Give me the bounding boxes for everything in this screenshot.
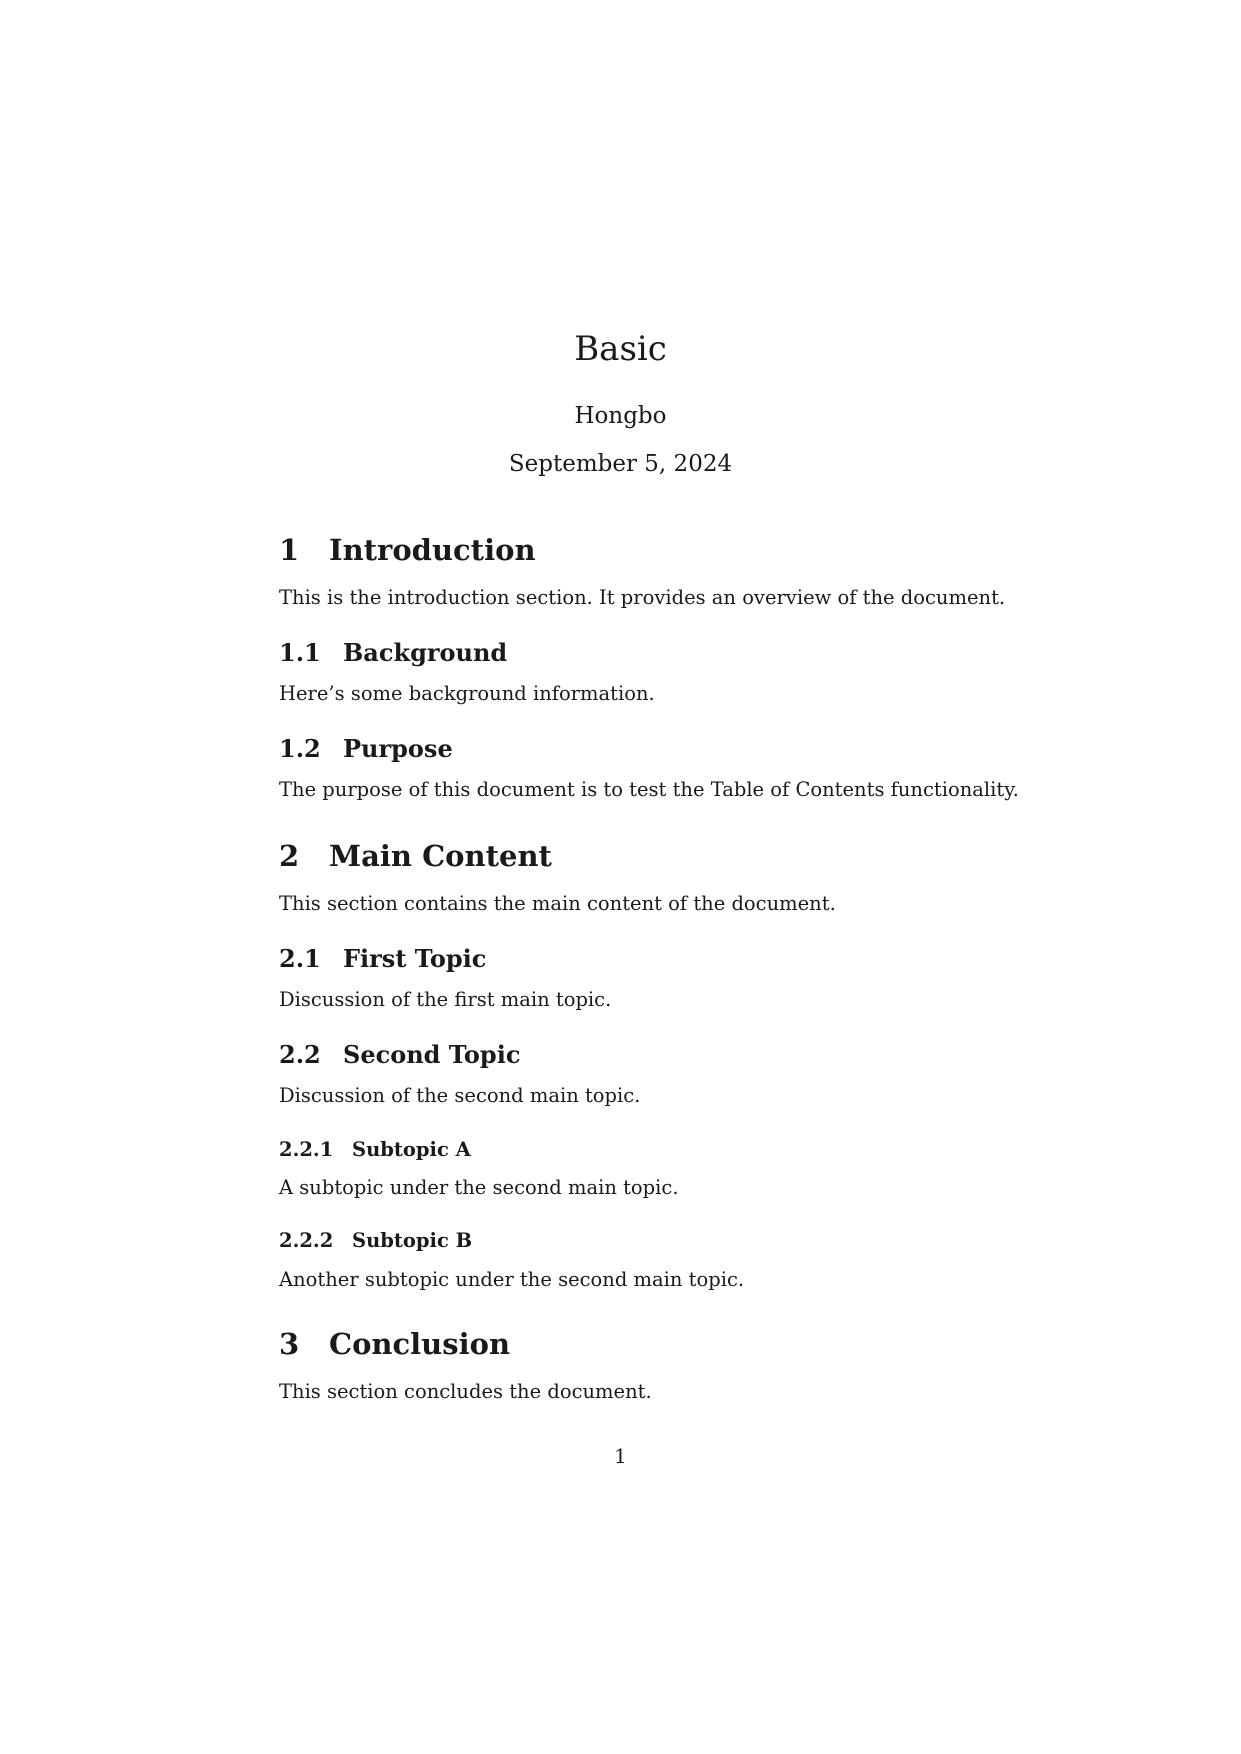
subsubsection-paragraph: Another subtopic under the second main topic. (279, 1268, 745, 1291)
subsubsection-number: 2.2.2 (279, 1229, 334, 1252)
subsubsection-paragraph: A subtopic under the second main topic. (279, 1176, 679, 1199)
section-paragraph: This is the introduction section. It provides an overview of the document. (279, 586, 1006, 609)
section-number: 3 (279, 1327, 300, 1361)
subsubsection-title: Subtopic A (352, 1138, 471, 1161)
section-title: Introduction (329, 533, 536, 567)
subsection-title: Purpose (343, 734, 453, 763)
page-number: 1 (614, 1445, 627, 1468)
subsection-paragraph: Here’s some background information. (279, 682, 655, 705)
section-number: 2 (279, 839, 300, 873)
section-paragraph: This section contains the main content of the document. (279, 892, 836, 915)
section-heading-introduction (279, 533, 536, 567)
document-title: Basic (574, 329, 667, 369)
subsection-number: 2.1 (279, 944, 321, 973)
subsubsection-heading-subtopic-b (279, 1231, 472, 1251)
subsection-heading-purpose (279, 734, 453, 763)
document-author: Hongbo (574, 403, 667, 429)
subsection-title: Background (343, 638, 508, 667)
subsection-title: First Topic (343, 944, 487, 973)
subsection-paragraph: Discussion of the second main topic. (279, 1084, 641, 1107)
subsection-number: 1.2 (279, 734, 321, 763)
subsubsection-heading-subtopic-a (279, 1140, 471, 1160)
document-date: September 5, 2024 (508, 451, 733, 477)
subsection-number: 1.1 (279, 638, 321, 667)
subsection-paragraph: Discussion of the first main topic. (279, 988, 612, 1011)
section-paragraph: This section concludes the document. (279, 1380, 652, 1403)
section-title: Conclusion (329, 1327, 511, 1361)
subsection-heading-first-topic (279, 944, 487, 973)
section-heading-main-content (279, 839, 552, 873)
section-title: Main Content (329, 839, 552, 873)
section-heading-conclusion (279, 1327, 511, 1361)
subsection-title: Second Topic (343, 1040, 521, 1069)
section-number: 1 (279, 533, 300, 567)
subsection-paragraph: The purpose of this document is to test the Table of Contents functionality. (279, 778, 1019, 801)
subsection-number: 2.2 (279, 1040, 321, 1069)
subsubsection-number: 2.2.1 (279, 1138, 334, 1161)
subsection-heading-second-topic (279, 1040, 521, 1069)
subsubsection-title: Subtopic B (352, 1229, 473, 1252)
subsection-heading-background (279, 638, 508, 667)
